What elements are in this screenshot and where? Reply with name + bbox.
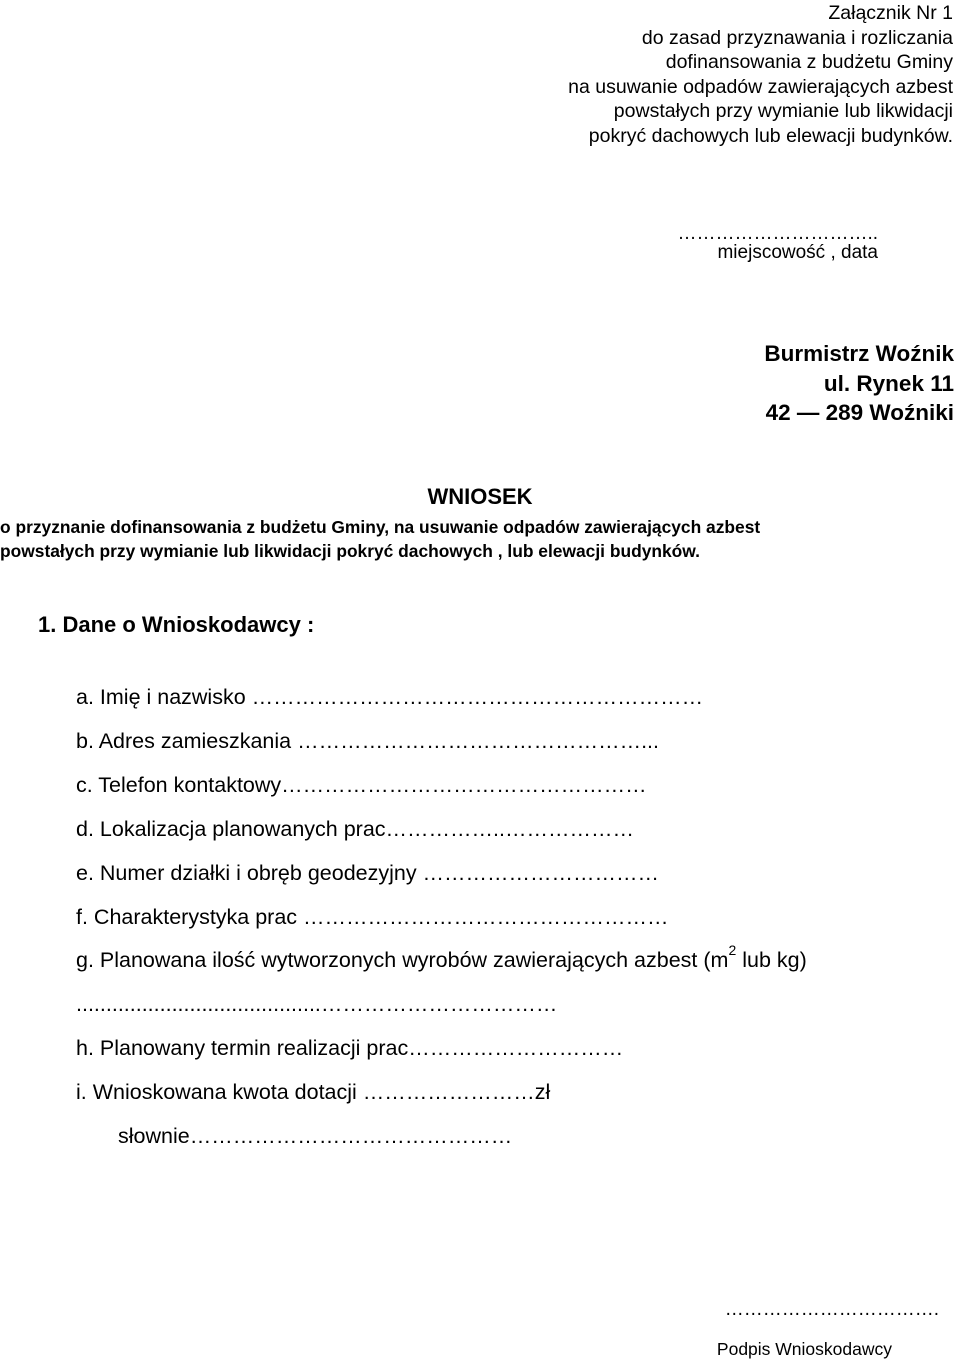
superscript: 2 [728,942,737,958]
section-heading: 1. Dane o Wnioskodawcy : [38,612,315,637]
addressee-city: 42 — 289 Woźniki [765,400,954,425]
field-planned-quantity-unit: lub kg) [736,948,807,972]
field-phone[interactable]: c. Telefon kontaktowy…………………………………………… [76,773,647,797]
field-grant-amount[interactable]: i. Wnioskowana kwota dotacji ……………………zł [76,1080,551,1104]
field-planned-quantity-value[interactable]: .........................................…………………………… [76,992,558,1016]
subtitle-line: powstałych przy wymianie lub likwidacji pokryć dachowych , lub elewacji budynków. [0,541,700,561]
document-subtitle [0,515,760,563]
addressee-name: Burmistrz Woźnik [764,341,954,366]
annex-line: dofinansowania z budżetu Gminy [665,51,953,73]
addressee-block [764,339,954,428]
field-planned-date[interactable]: h. Planowany termin realizacji prac………………………… [76,1036,624,1060]
document-title: WNIOSEK [427,484,533,509]
field-work-description[interactable]: f. Charakterystyka prac …………………………………………… [76,905,669,929]
field-planned-quantity[interactable] [76,942,807,973]
addressee-street: ul. Rynek 11 [823,370,954,396]
signature-label: Podpis Wnioskodawcy [716,1339,892,1359]
place-date-field[interactable]: ………………………….. [677,223,878,244]
place-date-label: miejscowość , data [717,242,878,263]
annex-line: powstałych przy wymianie lub likwidacji [613,100,953,122]
field-name[interactable]: a. Imię i nazwisko ……………………………………………………… [76,685,704,709]
signature-field[interactable]: ……………………………. [724,1299,939,1320]
subtitle-line: o przyznanie dofinansowania z budżetu Gminy, na usuwanie odpadów zawierających azbest [0,517,761,537]
field-planned-quantity-label: g. Planowana ilość wytworzonych wyrobów zawierających azbest (m [76,948,729,972]
field-amount-in-words[interactable]: słownie……………………………………… [118,1124,513,1148]
field-plot-number[interactable]: e. Numer działki i obręb geodezyjny …………………………… [76,861,660,885]
annex-line: na usuwanie odpadów zawierających azbest [568,75,953,98]
annex-header [568,1,953,148]
field-work-location[interactable]: d. Lokalizacja planowanych prac……………..……………… [76,817,634,841]
field-address[interactable]: b. Adres zamieszkania …………………………………………... [76,729,659,753]
annex-line: Załącznik Nr 1 [828,2,953,24]
annex-line: do zasad przyznawania i rozliczania [641,26,953,49]
annex-line: pokryć dachowych lub elewacji budynków. [588,124,953,147]
